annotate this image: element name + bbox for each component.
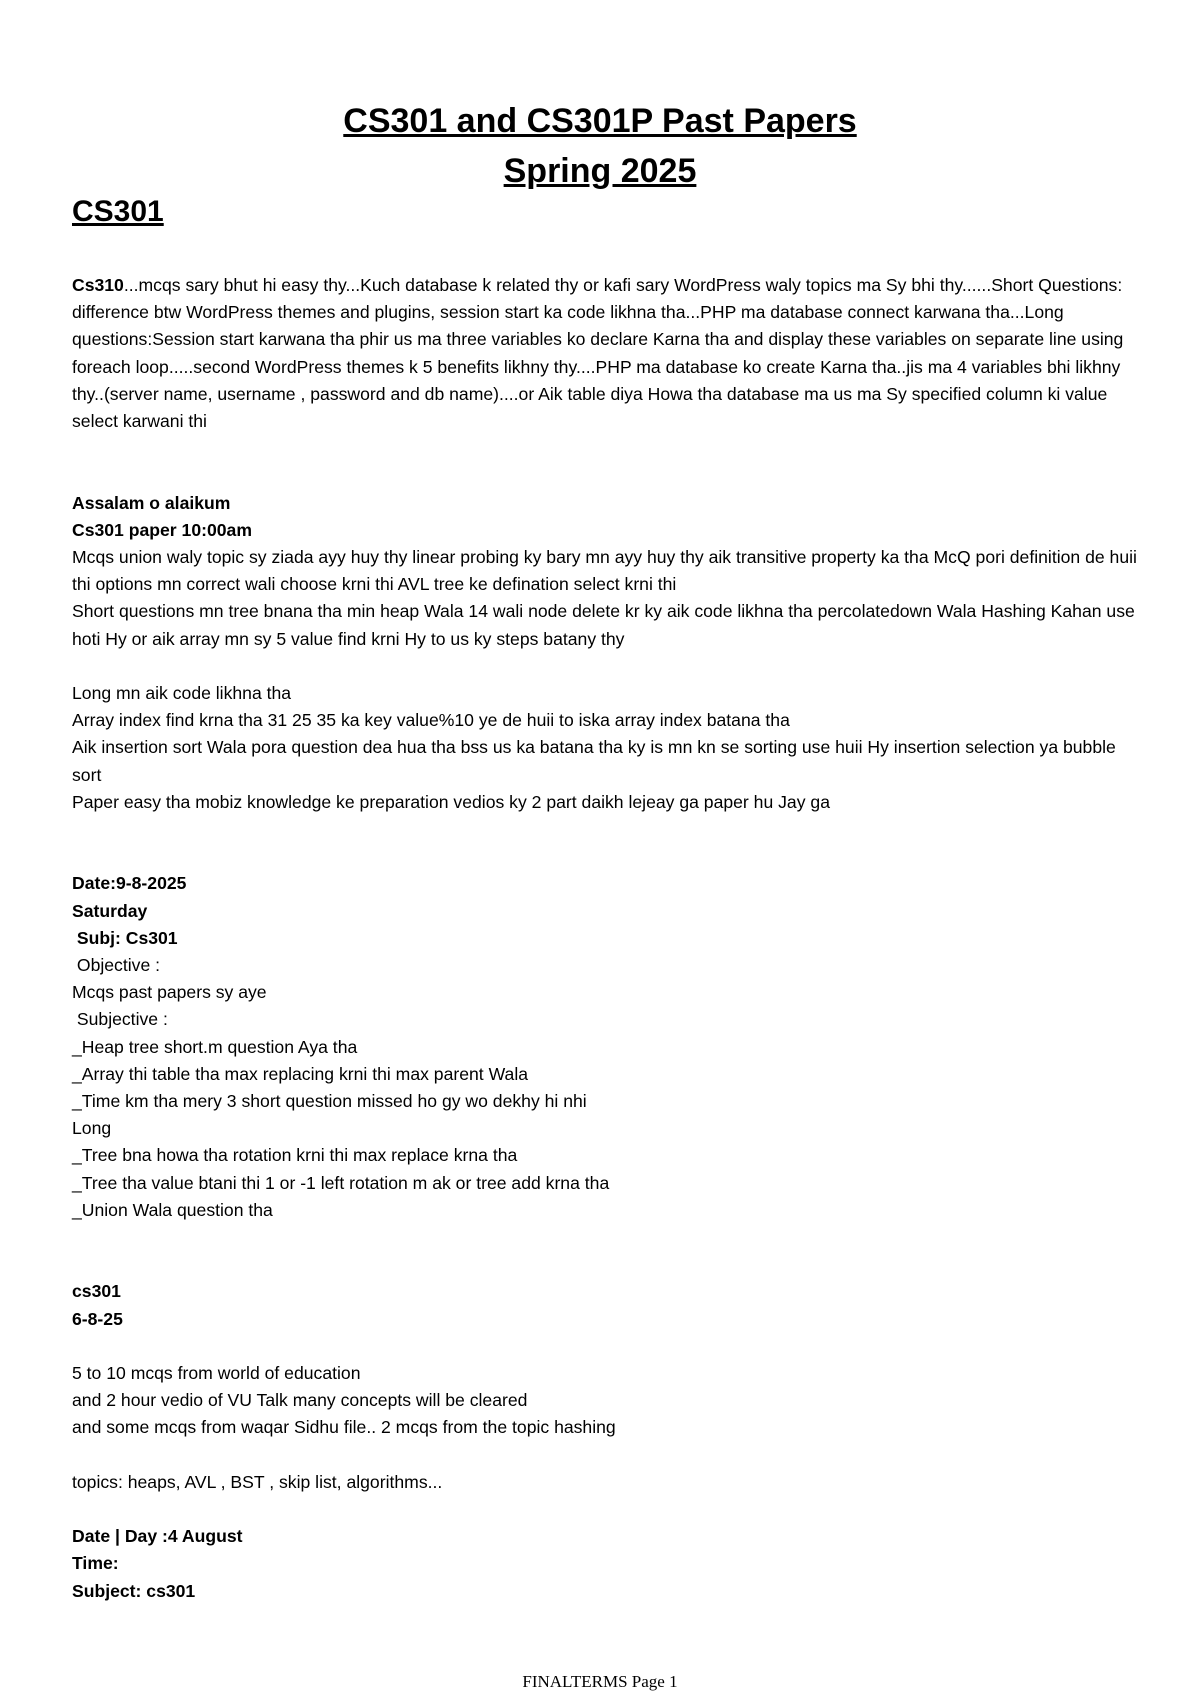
date-line: 6-8-25 [72, 1308, 123, 1329]
paragraph-cs310 [72, 272, 1142, 435]
text-line: Paper easy tha mobiz knowledge ke preparation vedios ky 2 part daikh lejeay ga paper hu Jay ga [72, 791, 830, 812]
paper-time-line: Cs301 paper 10:00am [72, 519, 252, 540]
paragraph-text: ...mcqs sary bhut hi easy thy...Kuch database k related thy or kafi sary WordPress waly topics ma Sy bhi thy......Short Questions: difference btw WordPress themes and plugins, session start ka code likhna tha...PHP ma database connect karwana tha...Long questions:Session start karwana tha phir us ma three variables ko declare Karna tha and display these variables on separate line using foreach loop.....second WordPress themes k 5 benefits likhny thy....PHP ma database ko create Karna tha..jis ma 4 variables bhi likhny thy..(server name, username , password and db name)....or Aik table diya Howa tha database ma us ma Sy specified column ki value select karwani thi [72, 275, 1124, 432]
text-line: _Time km tha mery 3 short question missed ho gy wo dekhy hi nhi [72, 1091, 587, 1112]
text-line: Mcqs union waly topic sy ziada ayy huy thy linear probing ky bary mn ayy huy thy aik transitive property ka tha McQ pori definition de huii thi options mn correct wali choose krni thi AVL tree ke defination select krni thi [72, 547, 1137, 595]
text-line: Mcqs past papers sy aye [72, 982, 267, 1003]
text-line: Objective : [72, 955, 161, 976]
text-line: Subjective : [72, 1009, 168, 1030]
text-line: Array index find krna tha 31 25 35 ka key value%10 ye de huii to iska array index batana tha [72, 710, 790, 731]
text-line: _Array thi table tha max replacing krni thi max parent Wala [72, 1063, 529, 1084]
topics-line: topics: heaps, AVL , BST , skip list, algorithms... [72, 1471, 443, 1492]
text-line: _Tree bna howa tha rotation krni thi max replace krna tha [72, 1145, 518, 1166]
day-line: Saturday [72, 900, 148, 921]
text-line: _Heap tree short.m question Aya tha [72, 1036, 358, 1057]
text-line: _Union Wala question tha [72, 1199, 273, 1220]
subject-line: cs301 [72, 1281, 121, 1302]
page-footer: FINALTERMS Page 1 [522, 1672, 678, 1691]
paragraph-lead: Cs310 [72, 275, 124, 295]
time-line: Time: [72, 1553, 119, 1574]
document-title [0, 96, 1200, 196]
text-line: and 2 hour vedio of VU Talk many concepts will be cleared [72, 1390, 528, 1411]
text-line: Aik insertion sort Wala pora question dea hua tha bss us ka batana tha ky is mn kn se sorting use huii Hy insertion selection ya bubble sort [72, 737, 1116, 785]
section-heading: CS301 [72, 195, 164, 228]
title-line-1: CS301 and CS301P Past Papers [343, 102, 857, 140]
subject-line: Subj: Cs301 [72, 927, 178, 948]
text-line: Long mn aik code likhna tha [72, 683, 292, 704]
text-line: 5 to 10 mcqs from world of education [72, 1363, 361, 1384]
title-line-2: Spring 2025 [503, 152, 697, 190]
text-line: and some mcqs from waqar Sidhu file.. 2 mcqs from the topic hashing [72, 1417, 616, 1438]
date-day-line: Date | Day :4 August [72, 1526, 243, 1547]
document-body [72, 272, 1142, 1605]
text-line: Long [72, 1118, 112, 1139]
text-line: Short questions mn tree bnana tha min heap Wala 14 wali node delete kr ky aik code likhna tha percolatedown Wala Hashing Kahan use hoti Hy or aik array mn sy 5 value find krni Hy to us ky steps batany thy [72, 601, 1135, 649]
greeting-line: Assalam o alaikum [72, 492, 231, 513]
subject-line: Subject: cs301 [72, 1580, 196, 1601]
date-line: Date:9-8-2025 [72, 873, 187, 894]
text-line: _Tree tha value btani thi 1 or -1 left rotation m ak or tree add krna tha [72, 1172, 610, 1193]
